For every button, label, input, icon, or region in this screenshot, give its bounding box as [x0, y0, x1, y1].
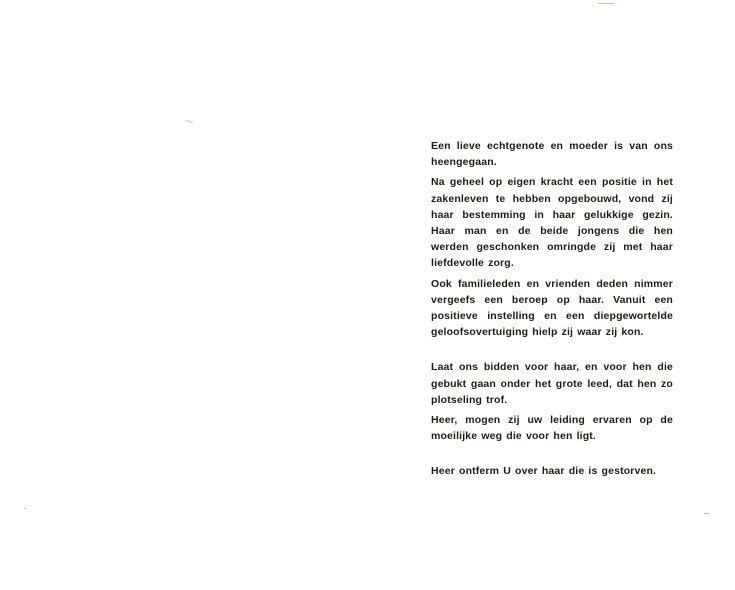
paragraph-prayer: Laat ons bidden voor haar, en voor hen die gebukt gaan onder het grote leed, dat hen zo plotseling trof.: [431, 361, 673, 406]
memorial-text: [431, 138, 673, 480]
paper-speck: [704, 513, 709, 514]
paragraph-intro: Een lieve echtgenote en moeder is van ons heengegaan.: [431, 140, 673, 169]
paragraph-mercy: Heer ontferm U over haar die is gestorven.: [431, 465, 657, 478]
paragraph-life: Na geheel op eigen kracht een positie in het zakenleven te hebben opgebouwd, vond zij haar bestemming in haar gelukkige gezin. Haar man en de beide jongens die hen werden geschonken omringde zij met haar liefdevolle zorg.: [431, 176, 673, 270]
paper-speck: [24, 508, 26, 509]
paper-speck: [598, 3, 614, 4]
paragraph-family: Ook familieleden en vrienden deden nimmer vergeefs een beroep op haar. Vanuit een positieve instelling en een diepgewortelde geloofsovertuiging hielp zij waar zij kon.: [431, 277, 673, 339]
paragraph-guidance: Heer, mogen zij uw leiding ervaren op de moeilijke weg die voor hen ligt.: [431, 414, 673, 443]
paper-speck: [186, 120, 193, 123]
